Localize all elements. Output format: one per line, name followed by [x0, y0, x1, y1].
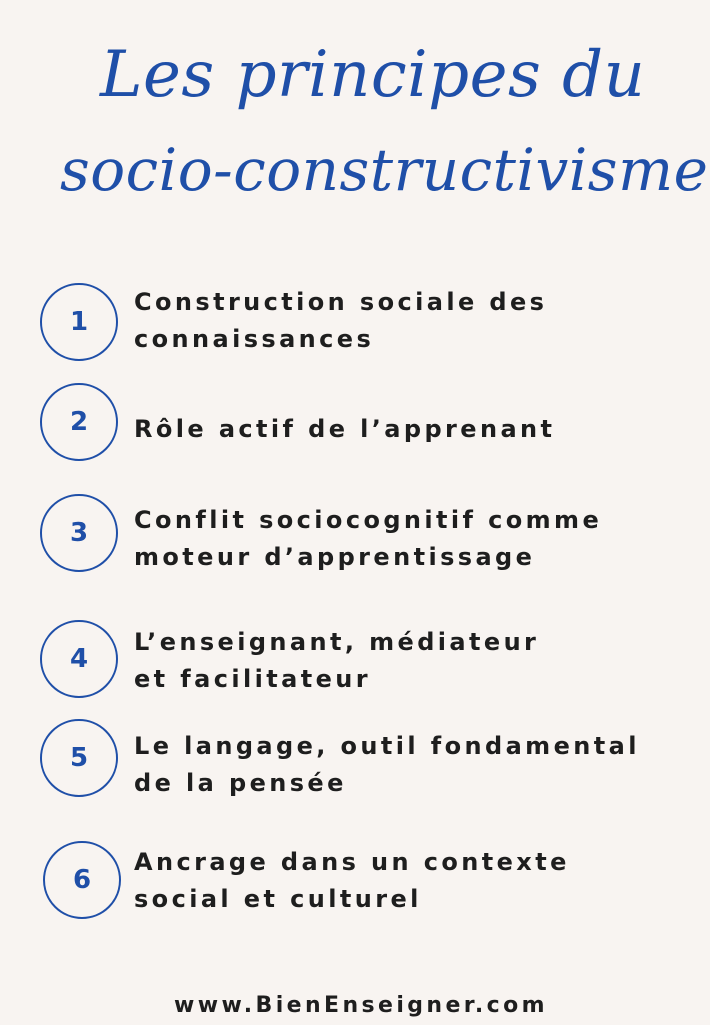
page-title-line-2: socio-constructivisme	[60, 136, 709, 204]
item-text	[134, 624, 539, 698]
item-text-line: Conflit sociocognitif comme	[134, 506, 603, 534]
number-badge: 2	[40, 383, 118, 461]
item-text-line: moteur d’apprentissage	[134, 543, 536, 571]
item-text-line: Rôle actif de l’apprenant	[134, 415, 556, 443]
item-text-line: Construction sociale des	[134, 288, 548, 316]
number-badge: 4	[40, 620, 118, 698]
item-text-line: social et culturel	[134, 885, 422, 913]
number-badge: 3	[40, 494, 118, 572]
item-text	[134, 411, 555, 448]
item-text-line: Le langage, outil fondamental	[134, 732, 640, 760]
number-badge: 5	[40, 719, 118, 797]
item-text	[134, 284, 547, 358]
number-badge: 6	[43, 841, 121, 919]
item-text-line: connaissances	[134, 325, 375, 353]
website-link[interactable]: www.BienEnseigner.com	[174, 993, 548, 1018]
number-badge: 1	[40, 283, 118, 361]
item-text-line: et facilitateur	[134, 665, 371, 693]
item-text	[134, 844, 570, 918]
item-text	[134, 728, 640, 802]
item-text-line: de la pensée	[134, 769, 347, 797]
item-text-line: Ancrage dans un contexte	[134, 848, 570, 876]
page-title-line-1: Les principes du	[100, 38, 646, 112]
item-text-line: L’enseignant, médiateur	[134, 628, 540, 656]
item-text	[134, 502, 602, 576]
